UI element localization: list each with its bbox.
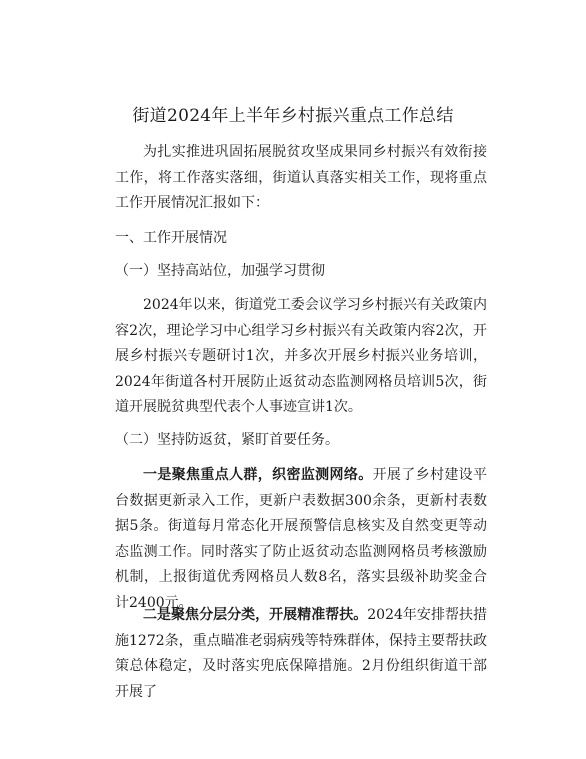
paragraph-monitoring-lead: 一是聚焦重点人群，织密监测网络。	[143, 467, 373, 483]
paragraph-study: 2024年以来，街道党工委会议学习乡村振兴有关政策内容2次，理论学习中心组学习乡村振兴有关政策内容2次，开展乡村振兴专题研讨1次，并多次开展乡村振兴业务培训，2024年街道各村开展防止返贫动态监测网格员培训5次，街道开展脱贫典型代表个人事迹宣讲1次。	[115, 297, 487, 415]
paragraph-monitoring-body: 开展了乡村建设平台数据更新录入工作，更新户表数据300余条，更新村表数据5条。街道每月常态化开展预警信息核实及自然变更等动态监测工作。同时落实了防止返贫动态监测网格员考核激励机制，上报街道优秀网格员人数8名，落实县级补助奖金合计2400元。	[115, 467, 488, 611]
subsection-heading-1: （一）坚持高站位，加强学习贯彻	[115, 263, 325, 279]
subsection-heading-2: （二）坚持防返贫，紧盯首要任务。	[115, 432, 339, 448]
intro-paragraph: 为扎实推进巩固拓展脱贫攻坚成果同乡村振兴有效衔接工作，将工作落实落细，街道认真落实相关工作，现将重点工作开展情况汇报如下：	[115, 144, 487, 211]
paragraph-assistance	[115, 603, 487, 705]
section-heading	[115, 226, 227, 252]
paragraph-assistance-body: 2024年安排帮扶措施1272条，重点瞄准老弱病残等特殊群体，保持主要帮扶政策总体稳定，及时落实兜底保障措施。2月份组织街道干部开展了	[115, 607, 487, 700]
paragraph-assistance-lead: 二是聚焦分层分类，开展精准帮扶。	[143, 607, 368, 623]
paragraph-monitoring	[115, 463, 487, 616]
document-title: 街道2024年上半年乡村振兴重点工作总结	[132, 106, 454, 126]
section-heading-text: 一、工作开展情况	[115, 230, 227, 246]
